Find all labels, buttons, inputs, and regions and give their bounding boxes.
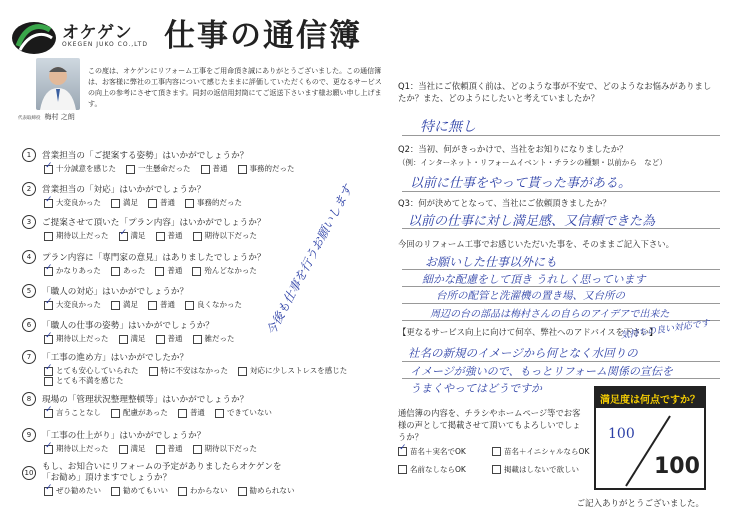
option-label: 雑だった xyxy=(204,334,235,343)
answer-option[interactable] xyxy=(178,486,228,496)
answer-q1: 特に無し xyxy=(420,119,476,135)
checkbox-icon[interactable] xyxy=(156,445,165,454)
question-q2-sub: （例：インターネット・リフォームイベント・チラシの種類・以前から など） xyxy=(398,158,667,167)
answer-option[interactable] xyxy=(149,366,229,376)
publish-option[interactable] xyxy=(492,446,589,457)
checkbox-icon[interactable] xyxy=(193,232,202,241)
checkbox-icon[interactable] xyxy=(44,377,53,386)
option-label: 対応に少しストレスを感じた xyxy=(250,366,348,375)
checkbox-icon[interactable] xyxy=(238,487,247,496)
checkbox-icon[interactable] xyxy=(119,335,128,344)
checkbox-icon[interactable] xyxy=(238,165,247,174)
answer-option[interactable] xyxy=(193,334,235,344)
question-5 xyxy=(22,284,362,310)
checkbox-icon[interactable] xyxy=(492,447,501,456)
answer-option[interactable] xyxy=(119,334,146,344)
option-label: 大変良かった xyxy=(56,300,101,309)
answer-q5-line1: 社名の新規のイメージから何となく水回りの xyxy=(408,346,638,360)
brand-subtitle: OKEGEN JUKO CO.,LTD xyxy=(62,41,148,48)
question-number: 10 xyxy=(22,466,36,480)
answer-option[interactable] xyxy=(238,164,295,174)
checkbox-icon[interactable] xyxy=(44,199,53,208)
option-label: とても不満を感じた xyxy=(56,376,124,385)
answer-option[interactable] xyxy=(111,300,138,310)
question-6 xyxy=(22,318,362,344)
option-label: 事務的だった xyxy=(249,164,295,173)
checkbox-icon[interactable] xyxy=(44,267,53,276)
score-value: 100 xyxy=(608,426,635,442)
answer-option[interactable] xyxy=(126,164,191,174)
answer-q4-line4: 周辺の台の部品は梅村さんの自らのアイデアで出来た xyxy=(430,309,670,320)
checkbox-icon[interactable] xyxy=(44,445,53,454)
answer-option[interactable] xyxy=(193,444,258,454)
checkbox-icon[interactable] xyxy=(111,301,120,310)
answer-q5-line3: うまくやってはどうですか xyxy=(410,382,542,395)
answer-option[interactable] xyxy=(192,266,257,276)
option-label: 事務的だった xyxy=(197,198,242,207)
option-label: 勧めてもいい xyxy=(123,486,168,495)
checkbox-icon[interactable] xyxy=(148,301,157,310)
checkbox-icon[interactable] xyxy=(126,165,135,174)
publish-option[interactable] xyxy=(398,464,466,475)
option-label: 言うことなし xyxy=(56,408,101,417)
question-text: 「工事の仕上がり」はいかがでしょうか？ xyxy=(42,431,206,441)
option-label: 期待以上だった xyxy=(56,444,109,453)
answer-option[interactable] xyxy=(156,334,183,344)
option-label: 特に不安はなかった xyxy=(160,366,228,375)
checkbox-icon[interactable] xyxy=(111,409,120,418)
checkbox-icon[interactable] xyxy=(398,447,407,456)
question-number: 8 xyxy=(22,392,36,406)
answer-option[interactable] xyxy=(44,198,101,208)
question-q1: Q1：当社にご依頼頂く前は、どのような事が不安で、どのようなお悩みがありましたか？また、どのようにしたいと考えていましたか？ xyxy=(398,81,712,103)
checkbox-icon[interactable] xyxy=(155,267,164,276)
answer-option[interactable] xyxy=(111,408,168,418)
question-q4: 今回のリフォーム工事でお感じいただいた事を、そのままご記入下さい。 xyxy=(398,239,674,249)
answer-option[interactable] xyxy=(201,164,228,174)
question-8 xyxy=(22,392,362,418)
question-text: 「工事の進め方」はいかがでしたか？ xyxy=(42,353,189,363)
checkbox-icon[interactable] xyxy=(238,367,247,376)
answer-q4-line2: 細かな配慮をして頂き うれしく思っています xyxy=(422,273,646,286)
question-text: 「職人の仕事の姿勢」はいかがでしょうか？ xyxy=(42,321,214,331)
score-total: 100 xyxy=(654,454,700,479)
option-label: 期待以下だった xyxy=(204,231,257,240)
publish-option-label: 掲載はしないで欲しい xyxy=(504,465,579,474)
publish-option[interactable] xyxy=(492,464,579,475)
checkbox-icon[interactable] xyxy=(398,465,407,474)
satisfaction-score-box xyxy=(594,386,706,490)
answer-option[interactable] xyxy=(238,366,347,376)
answer-option[interactable] xyxy=(215,408,272,418)
answer-option[interactable] xyxy=(44,334,109,344)
answer-q4-line3: 台所の配管と洗濯機の置き場、又台所の xyxy=(436,290,625,302)
handwritten-note-left: 今後も仕事を行うお願いします xyxy=(263,182,356,338)
answer-option[interactable] xyxy=(178,408,205,418)
checkbox-icon[interactable] xyxy=(185,199,194,208)
option-label: 期待以上だった xyxy=(56,231,109,240)
option-label: 満足 xyxy=(123,198,138,207)
answer-option[interactable] xyxy=(119,444,146,454)
question-text: 「職人の対応」はいかがでしょうか？ xyxy=(42,287,189,297)
checkbox-icon[interactable] xyxy=(149,367,158,376)
option-label: わからない xyxy=(190,486,228,495)
answer-option[interactable] xyxy=(156,231,183,241)
question-number: 9 xyxy=(22,428,36,442)
question-text: ご提案させて頂いた「プラン内容」はいかがでしょうか？ xyxy=(42,218,266,228)
option-label: かなりあった xyxy=(56,266,101,275)
question-text: 営業担当の「ご提案する姿勢」はいかがでしょうか？ xyxy=(42,151,249,161)
option-label: 大変良かった xyxy=(56,198,101,207)
option-label: あった xyxy=(122,266,146,275)
option-label: 普通 xyxy=(167,266,183,275)
page-title: 仕事の通信簿 xyxy=(164,18,362,54)
answer-option[interactable] xyxy=(44,266,101,276)
company-logo-icon xyxy=(10,18,58,58)
answer-option[interactable] xyxy=(44,231,109,241)
option-label: ぜひ勧めたい xyxy=(56,486,101,495)
answer-q5-note: 気持ちの良い対応です xyxy=(619,318,711,342)
publish-option-label: 苗名＋実名でOK xyxy=(410,447,466,456)
option-label: とても安心していられた xyxy=(56,366,139,375)
option-label: 十分誠意を感じた xyxy=(56,164,116,173)
checkbox-icon[interactable] xyxy=(156,335,165,344)
answer-q4-line1: お願いした仕事以外にも xyxy=(425,255,558,269)
question-number: 5 xyxy=(22,284,36,298)
brand-name: オケゲン xyxy=(62,23,133,43)
answer-option[interactable] xyxy=(238,486,295,496)
president-caption xyxy=(18,112,78,122)
intro-text: この度は、オケゲンにリフォーム工事をご用命頂き誠にありがとうございました。この通信簿は、お客様に弊社の工事内容について感じたままに評価していただくもので、更なるサービスの向上の参考にさせて頂きます。同封の返信用封筒にてご返送下さいます様お願い申し上げます。 xyxy=(88,67,382,108)
option-label: 普通 xyxy=(167,334,183,343)
checkbox-icon[interactable] xyxy=(156,232,165,241)
checkbox-icon[interactable] xyxy=(111,267,120,276)
answer-option[interactable] xyxy=(44,164,116,174)
checkbox-icon[interactable] xyxy=(111,487,120,496)
person-icon xyxy=(36,58,80,110)
question-9 xyxy=(22,428,362,454)
checkbox-icon[interactable] xyxy=(44,165,53,174)
answer-option[interactable] xyxy=(44,444,109,454)
checkbox-icon[interactable] xyxy=(44,232,53,241)
option-label: 普通 xyxy=(160,198,175,207)
answer-option[interactable] xyxy=(156,444,183,454)
question-q3: Q3：何が決めてとなって、当社にご依頼頂きましたか？ xyxy=(398,198,611,208)
option-label: 満足 xyxy=(130,231,146,240)
checkbox-icon[interactable] xyxy=(193,445,202,454)
question-7 xyxy=(22,350,362,386)
answer-option[interactable] xyxy=(111,198,138,208)
answer-option[interactable] xyxy=(44,366,139,376)
checkbox-icon[interactable] xyxy=(119,232,128,241)
checkbox-icon[interactable] xyxy=(119,445,128,454)
answer-option[interactable] xyxy=(185,198,242,208)
question-number: 1 xyxy=(22,148,36,162)
option-label: 期待以上だった xyxy=(56,334,109,343)
checkbox-icon[interactable] xyxy=(44,487,53,496)
answer-option[interactable] xyxy=(44,376,124,386)
option-label: 満足 xyxy=(130,334,146,343)
answer-q2: 以前に仕事をやって貰った事がある。 xyxy=(410,176,632,191)
question-number: 6 xyxy=(22,318,36,332)
option-label: 普通 xyxy=(212,164,228,173)
option-label: 殆んどなかった xyxy=(204,266,257,275)
option-label: 一生懸命だった xyxy=(138,164,191,173)
checkbox-icon[interactable] xyxy=(148,199,157,208)
option-label: 満足 xyxy=(123,300,138,309)
question-text: もし、お知合いにリフォームの予定がありましたらオケゲンを「お勧め」頂けますでしょうか？ xyxy=(42,462,282,483)
answer-option[interactable] xyxy=(185,300,242,310)
answer-q3: 以前の仕事に対し満足感、又信頼できた為 xyxy=(408,214,656,229)
answer-option[interactable] xyxy=(148,300,175,310)
publish-option[interactable] xyxy=(398,446,466,457)
checkbox-icon[interactable] xyxy=(193,335,202,344)
option-label: 普通 xyxy=(167,231,183,240)
question-q2: Q2：当初、何がきっかけで、当社をお知りになりましたか？ xyxy=(398,144,628,154)
checkbox-icon[interactable] xyxy=(44,367,53,376)
option-label: 期待以下だった xyxy=(204,444,257,453)
answer-option[interactable] xyxy=(155,266,182,276)
checkbox-icon[interactable] xyxy=(201,165,210,174)
answer-option[interactable] xyxy=(193,231,258,241)
checkbox-icon[interactable] xyxy=(44,301,53,310)
option-label: 普通 xyxy=(189,408,205,417)
answer-option[interactable] xyxy=(111,266,145,276)
question-text: 営業担当の「対応」はいかがでしょうか？ xyxy=(42,185,206,195)
checkbox-icon[interactable] xyxy=(192,267,201,276)
checkbox-icon[interactable] xyxy=(111,199,120,208)
checkbox-icon[interactable] xyxy=(178,487,187,496)
answer-option[interactable] xyxy=(44,408,101,418)
question-text: 現場の「管理状況整理整頓等」はいかがでしょうか？ xyxy=(42,395,249,405)
option-label: できていない xyxy=(226,408,272,417)
answer-q5-line2: イメージが強いので、もっとリフォーム関係の宣伝を xyxy=(410,365,673,378)
thanks-text: ご記入ありがとうございました。 xyxy=(576,499,704,509)
question-number: 4 xyxy=(22,250,36,264)
president-photo xyxy=(36,58,80,110)
question-1 xyxy=(22,148,362,174)
question-q5: 【更なるサービス向上に向けて何卒、弊社へのアドバイスを下さい】 xyxy=(398,327,658,337)
option-label: 良くなかった xyxy=(197,300,242,309)
question-number: 2 xyxy=(22,182,36,196)
score-title: 満足度は何点ですか？ xyxy=(596,388,704,408)
option-label: 満足 xyxy=(130,444,146,453)
answer-option[interactable] xyxy=(148,198,175,208)
question-text: プラン内容に「専門家の意見」はありましたでしょうか？ xyxy=(42,253,266,263)
checkbox-icon[interactable] xyxy=(44,409,53,418)
caption-name: 梅村 之朗 xyxy=(44,113,75,121)
answer-option[interactable] xyxy=(44,300,101,310)
option-label: 勧められない xyxy=(249,486,295,495)
publish-option-label: 名前なしならOK xyxy=(410,465,466,474)
question-2 xyxy=(22,182,362,208)
option-label: 普通 xyxy=(167,444,183,453)
answer-option[interactable] xyxy=(119,231,146,241)
checkbox-icon[interactable] xyxy=(185,301,194,310)
question-q6: 通信簿の内容を、チラシやホームページ等でお客様の声として掲載させて頂いてもよろしいでしょうか？ xyxy=(398,408,581,442)
question-10 xyxy=(22,462,362,496)
answer-option[interactable] xyxy=(111,486,168,496)
checkbox-icon[interactable] xyxy=(215,409,224,418)
caption-role: 代表取締役 xyxy=(18,116,41,121)
question-number: 7 xyxy=(22,350,36,364)
checkbox-icon[interactable] xyxy=(492,465,501,474)
question-number: 3 xyxy=(22,215,36,229)
checkbox-icon[interactable] xyxy=(44,335,53,344)
checkbox-icon[interactable] xyxy=(178,409,187,418)
option-label: 普通 xyxy=(160,300,175,309)
answer-option[interactable] xyxy=(44,486,101,496)
option-label: 配慮があった xyxy=(123,408,168,417)
publish-option-label: 苗名＋イニシャルならOK xyxy=(504,447,590,456)
